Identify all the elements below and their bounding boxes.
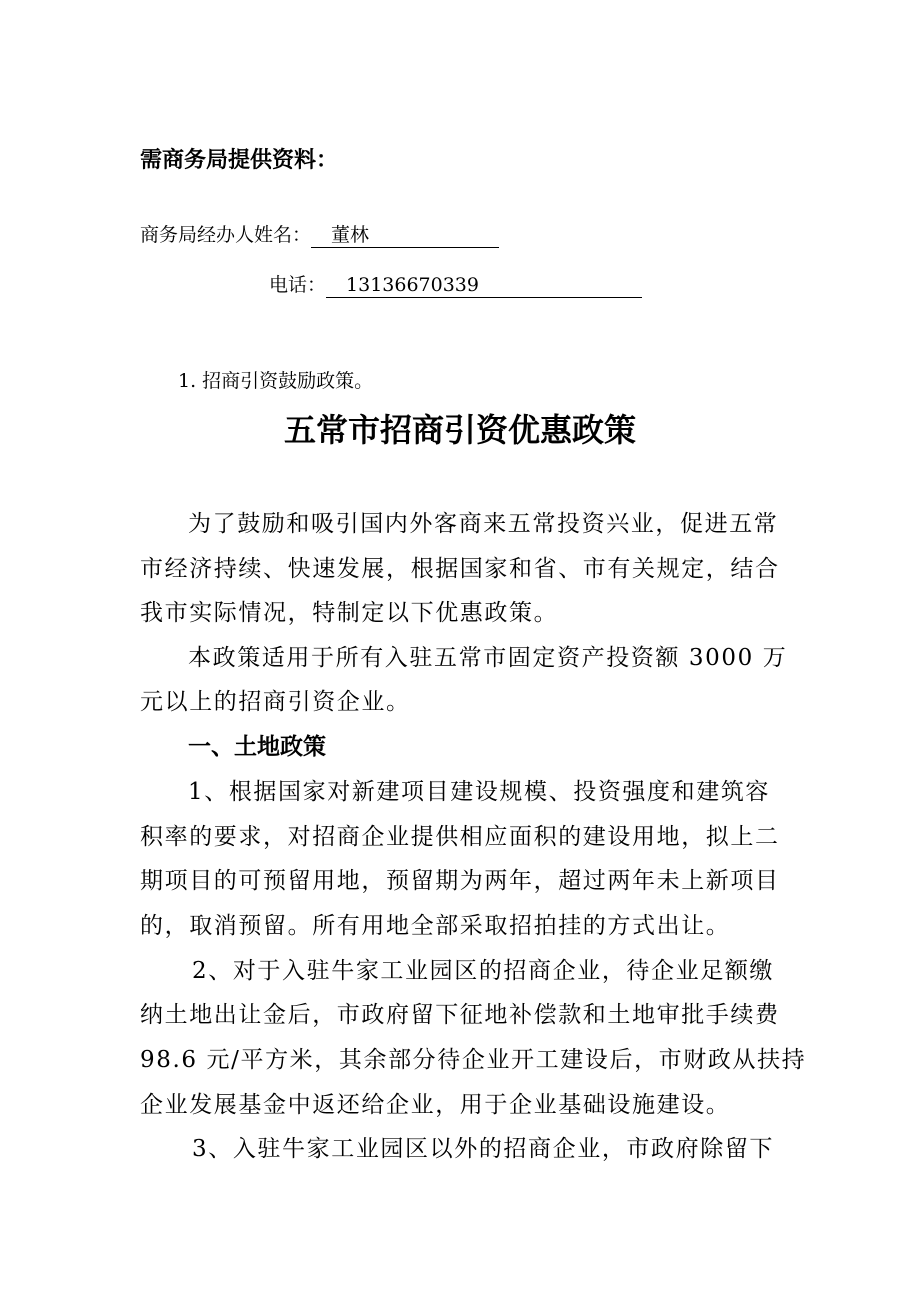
phone-row — [269, 270, 642, 298]
heading: 需商务局提供资料： — [140, 148, 339, 173]
body-line: 企业发展基金中返还给企业，用于企业基础设施建设。 — [140, 1092, 731, 1118]
body-line: 本政策适用于所有入驻五常市固定资产投资额 3000 万 — [188, 645, 788, 671]
phone-value: 13136670339 — [326, 273, 642, 298]
body-line: 2、对于入驻牛家工业园区的招商企业，待企业足额缴 — [192, 958, 775, 984]
document-title: 五常市招商引资优惠政策 — [283, 411, 636, 449]
agent-row — [140, 220, 499, 248]
agent-label: 商务局经办人姓名： — [140, 224, 312, 246]
phone-label: 电话： — [269, 274, 327, 296]
agent-value: 董林 — [311, 223, 499, 248]
body-line: 期项目的可预留用地，预留期为两年，超过两年未上新项目 — [140, 868, 780, 894]
body-line: 积率的要求，对招商企业提供相应面积的建设用地，拟上二 — [140, 824, 780, 850]
section-heading: 一、土地政策 — [188, 734, 326, 760]
body-line: 我市实际情况，特制定以下优惠政策。 — [140, 600, 559, 626]
body-line: 3、入驻牛家工业园区以外的招商企业，市政府除留下 — [192, 1136, 775, 1162]
body-line: 98.6 元/平方米，其余部分待企业开工建设后，市财政从扶持 — [140, 1047, 807, 1073]
item-1: 1. 招商引资鼓励政策。 — [178, 370, 374, 392]
body-line: 市经济持续、快速发展，根据国家和省、市有关规定，结合 — [140, 556, 780, 582]
body-line: 1、根据国家对新建项目建设规模、投资强度和建筑容 — [188, 779, 771, 805]
body-line: 元以上的招商引资企业。 — [140, 689, 411, 715]
body-line: 的，取消预留。所有用地全部采取招拍挂的方式出让。 — [140, 913, 731, 939]
body-line: 为了鼓励和吸引国内外客商来五常投资兴业，促进五常 — [188, 511, 779, 537]
body-line: 纳土地出让金后，市政府留下征地补偿款和土地审批手续费 — [140, 1002, 780, 1028]
